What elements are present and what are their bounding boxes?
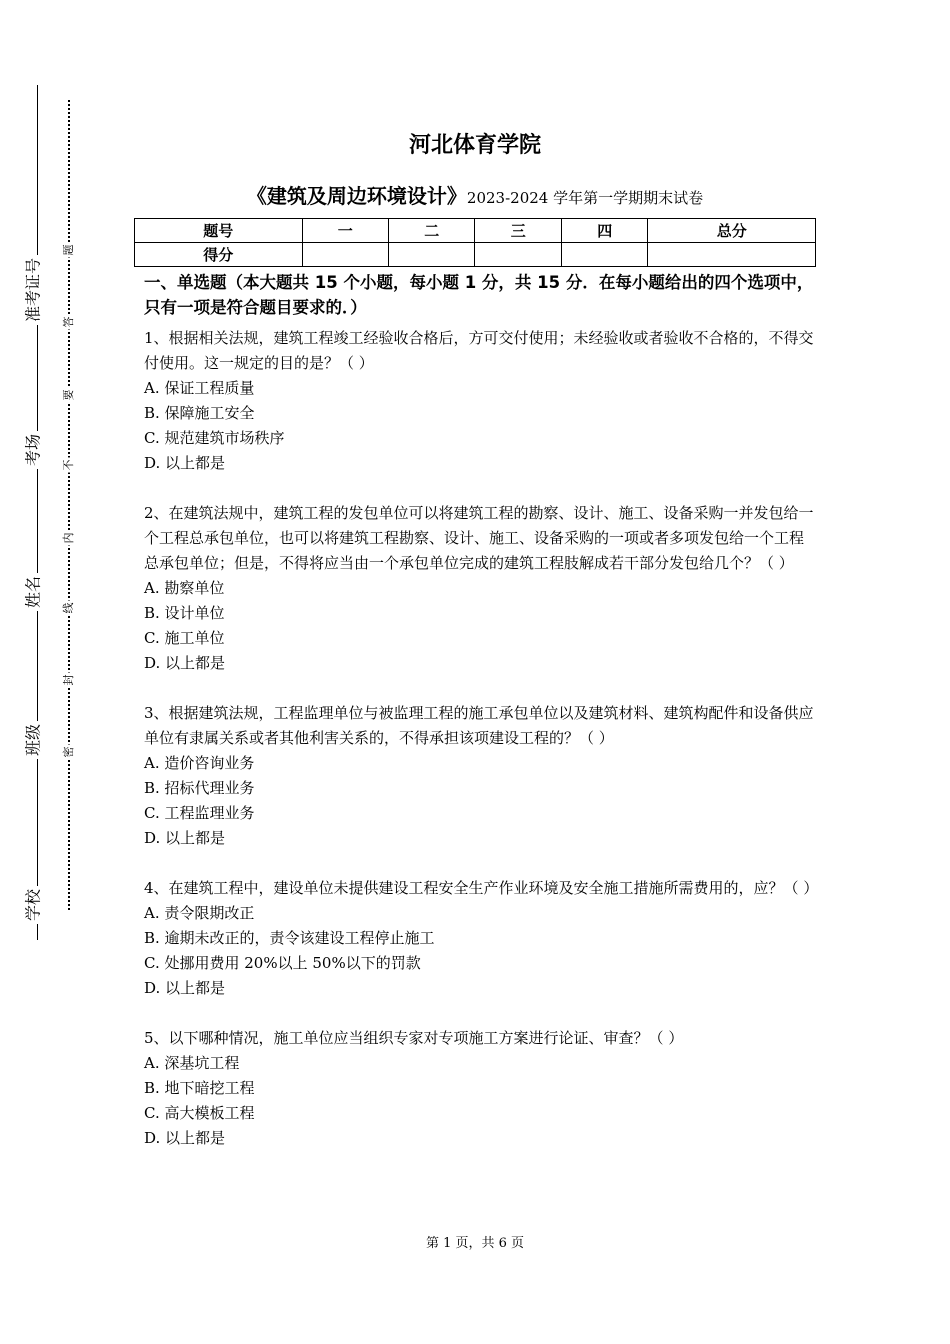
option-c: C. 处挪用费用 20%以上 50%以下的罚款 [144,954,421,972]
score-header-row [135,219,816,243]
question-stem: 2、在建筑法规中，建筑工程的发包单位可以将建筑工程的勘察、设计、施工、设备采购一并发包给一个工程总承包单位，也可以将建筑工程勘察、设计、施工、设备采购的一项或者多项发包给一个工程总承包单位；但是，不得将应当由一个承包单位完成的建筑工程肢解成若干部分发包给几个？（ ） [144,504,814,572]
exam-content [144,268,819,1176]
score-cell[interactable] [648,243,816,267]
score-row-label: 得分 [135,243,303,267]
school-name: 河北体育学院 [408,133,541,158]
question-stem: 4、在建筑工程中，建设单位未提供建设工程安全生产作业环境及安全施工措施所需费用的，应？（ ） [144,879,819,897]
option-b: B. 地下暗挖工程 [144,1079,255,1097]
page-footer: 第 1 页，共 6 页 [425,1236,525,1251]
binding-solid-line [37,85,38,940]
question-stem: 5、以下哪种情况，施工单位应当组织专家对专项施工方案进行论证、审查？（ ） [144,1029,684,1047]
option-d: D. 以上都是 [144,1129,226,1147]
exam-term: 2023-2024 学年第一学期期末试卷 [466,189,704,207]
field-school: 学校 [21,886,44,924]
option-a: A. 造价咨询业务 [144,754,255,772]
score-value-row [135,243,816,267]
score-table [134,218,816,267]
option-a: A. 勘察单位 [144,579,225,597]
option-b: B. 设计单位 [144,604,225,622]
section-title: 一、单选题（本大题共 15 个小题，每小题 1 分，共 15 分．在每小题给出的四个选项中，只有一项是符合题目要求的．） [144,273,814,317]
question-3 [144,701,816,851]
field-exam-number: 准考证号 [21,255,44,325]
question-4 [144,876,819,1001]
option-c: C. 工程监理业务 [144,804,255,822]
question-1 [144,326,816,476]
seal-char: 线 [62,602,75,614]
option-b: B. 逾期未改正的，责令该建设工程停止施工 [144,929,435,947]
exam-title [0,180,950,209]
score-header-cell: 二 [388,219,474,243]
option-b: B. 招标代理业务 [144,779,255,797]
score-header-cell: 一 [302,219,388,243]
score-cell[interactable] [561,243,647,267]
seal-char: 要 [62,389,75,401]
score-header-cell: 三 [475,219,561,243]
course-name: 《建筑及周边环境设计》 [246,184,467,208]
score-header-cell: 总分 [648,219,816,243]
seal-char: 题 [62,244,75,256]
seal-char: 封 [62,674,75,686]
option-d: D. 以上都是 [144,654,226,672]
option-d: D. 以上都是 [144,454,226,472]
field-name: 姓名 [21,573,44,611]
option-d: D. 以上都是 [144,979,226,997]
seal-char: 答 [62,316,75,328]
question-2 [144,501,816,676]
option-b: B. 保障施工安全 [144,404,255,422]
question-stem: 1、根据相关法规，建筑工程竣工经验收合格后，方可交付使用；未经验收或者验收不合格的，不得交付使用。这一规定的目的是？（ ） [144,329,814,372]
question-5 [144,1026,816,1151]
option-d: D. 以上都是 [144,829,226,847]
score-cell[interactable] [302,243,388,267]
option-c: C. 施工单位 [144,629,225,647]
option-a: A. 保证工程质量 [144,379,255,397]
score-cell[interactable] [388,243,474,267]
field-class: 班级 [21,721,44,759]
score-header-cell: 四 [561,219,647,243]
option-a: A. 责令限期改正 [144,904,255,922]
option-c: C. 规范建筑市场秩序 [144,429,285,447]
option-a: A. 深基坑工程 [144,1054,240,1072]
seal-char: 内 [62,532,75,544]
option-c: C. 高大模板工程 [144,1104,255,1122]
score-cell[interactable] [475,243,561,267]
seal-char: 不 [62,459,75,471]
field-exam-room: 考场 [21,431,44,469]
seal-char: 密 [62,746,75,758]
seal-dotted-line [68,100,70,910]
question-stem: 3、根据建筑法规，工程监理单位与被监理工程的施工承包单位以及建筑材料、建筑构配件和设备供应单位有隶属关系或者其他利害关系的，不得承担该项建设工程的？（ ） [144,704,814,747]
score-header-cell: 题号 [135,219,303,243]
